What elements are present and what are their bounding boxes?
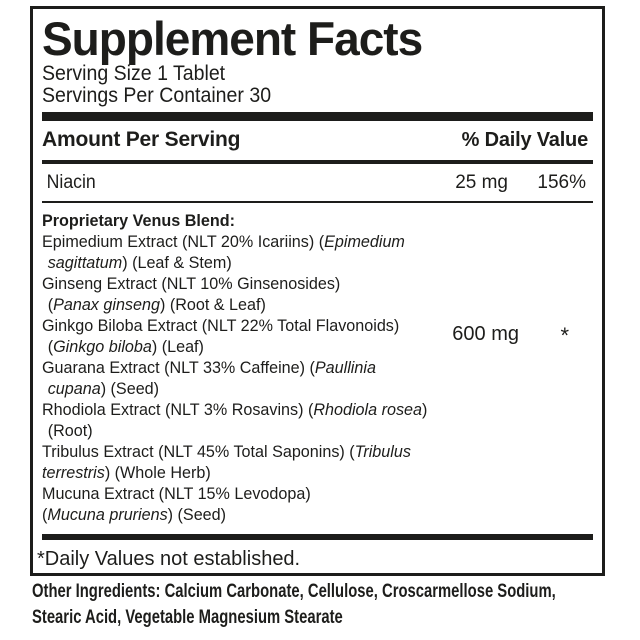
latin-name-text: terrestris bbox=[42, 463, 105, 482]
blend-ingredient-lines bbox=[42, 210, 593, 525]
latin-name-text: Paullinia bbox=[314, 358, 376, 377]
nutrient-daily-value: 156% bbox=[537, 172, 586, 193]
blend-line bbox=[42, 252, 565, 273]
ingredient-text: ( bbox=[42, 505, 48, 524]
other-ingredients-line-2: Stearic Acid, Vegetable Magnesium Stearate bbox=[32, 607, 343, 628]
ingredient-text: Proprietary Venus Blend: bbox=[42, 211, 235, 230]
blend-line bbox=[42, 357, 565, 378]
blend-line bbox=[42, 294, 565, 315]
ingredient-text: Epimedium Extract (NLT 20% Icariins) ( bbox=[42, 232, 325, 251]
latin-name-text: Epimedium bbox=[324, 232, 405, 251]
nutrient-row-niacin bbox=[42, 164, 593, 201]
supplement-facts-panel bbox=[30, 6, 605, 576]
ingredient-text: ) (Seed) bbox=[100, 379, 160, 398]
blend-line bbox=[42, 504, 565, 525]
ingredient-text: Mucuna Extract (NLT 15% Levodopa) bbox=[42, 484, 311, 503]
ingredient-text: ( bbox=[47, 337, 54, 356]
blend-amount: 600 mg bbox=[452, 323, 519, 345]
latin-name-text: sagittatum bbox=[47, 253, 123, 272]
amount-per-serving-header: Amount Per Serving bbox=[42, 128, 241, 151]
ingredient-text: ) (Seed) bbox=[167, 505, 227, 524]
ingredient-text: Tribulus Extract (NLT 45% Total Saponins) ( bbox=[42, 442, 355, 461]
other-ingredients-line-1: Other Ingredients: Calcium Carbonate, Cellulose, Croscarmellose Sodium, bbox=[32, 581, 556, 602]
proprietary-blend-section bbox=[42, 203, 593, 534]
servings-per-container-line: Servings Per Container 30 bbox=[42, 84, 272, 107]
blend-dv-asterisk: * bbox=[560, 323, 569, 348]
latin-name-text: Ginkgo biloba bbox=[53, 337, 152, 356]
latin-name-text: cupana bbox=[47, 379, 101, 398]
latin-name-text: Rhodiola rosea bbox=[313, 400, 422, 419]
ingredient-text: Ginseng Extract (NLT 10% Ginsenosides) bbox=[42, 274, 341, 293]
dv-footnote: *Daily Values not established. bbox=[37, 548, 301, 570]
latin-name-text: Tribulus bbox=[354, 442, 411, 461]
blend-line bbox=[42, 399, 565, 420]
ingredient-text: ) (Whole Herb) bbox=[104, 463, 211, 482]
serving-info-block bbox=[42, 63, 593, 107]
blend-line bbox=[42, 210, 565, 231]
ingredient-text: Guarana Extract (NLT 33% Caffeine) ( bbox=[42, 358, 315, 377]
daily-value-header: % Daily Value bbox=[461, 129, 588, 151]
blend-line bbox=[42, 441, 565, 462]
blend-line bbox=[42, 483, 565, 504]
blend-line bbox=[42, 462, 565, 483]
serving-size-line: Serving Size 1 Tablet bbox=[42, 62, 226, 85]
ingredient-text: ) (Root & Leaf) bbox=[159, 295, 266, 314]
nutrient-amount: 25 mg bbox=[455, 172, 508, 193]
blend-line bbox=[42, 378, 565, 399]
panel-title: Supplement Facts bbox=[42, 11, 423, 65]
ingredient-text: (Root) bbox=[47, 421, 93, 440]
blend-line bbox=[42, 231, 565, 252]
other-ingredients-block bbox=[32, 579, 632, 631]
column-header-row bbox=[42, 121, 593, 160]
latin-name-text: Mucuna pruriens bbox=[47, 505, 168, 524]
ingredient-text: ( bbox=[47, 295, 54, 314]
ingredient-text: Rhodiola Extract (NLT 3% Rosavins) ( bbox=[42, 400, 314, 419]
ingredient-text: ) (Leaf) bbox=[151, 337, 204, 356]
ingredient-text: ) (Leaf & Stem) bbox=[122, 253, 232, 272]
nutrient-name: Niacin bbox=[46, 172, 96, 193]
blend-line bbox=[42, 420, 565, 441]
latin-name-text: Panax ginseng bbox=[53, 295, 160, 314]
blend-line bbox=[42, 273, 565, 294]
ingredient-text: ) bbox=[422, 400, 428, 419]
ingredient-text: Ginkgo Biloba Extract (NLT 22% Total Flavonoids) bbox=[42, 316, 400, 335]
divider-thick-top bbox=[42, 112, 593, 121]
